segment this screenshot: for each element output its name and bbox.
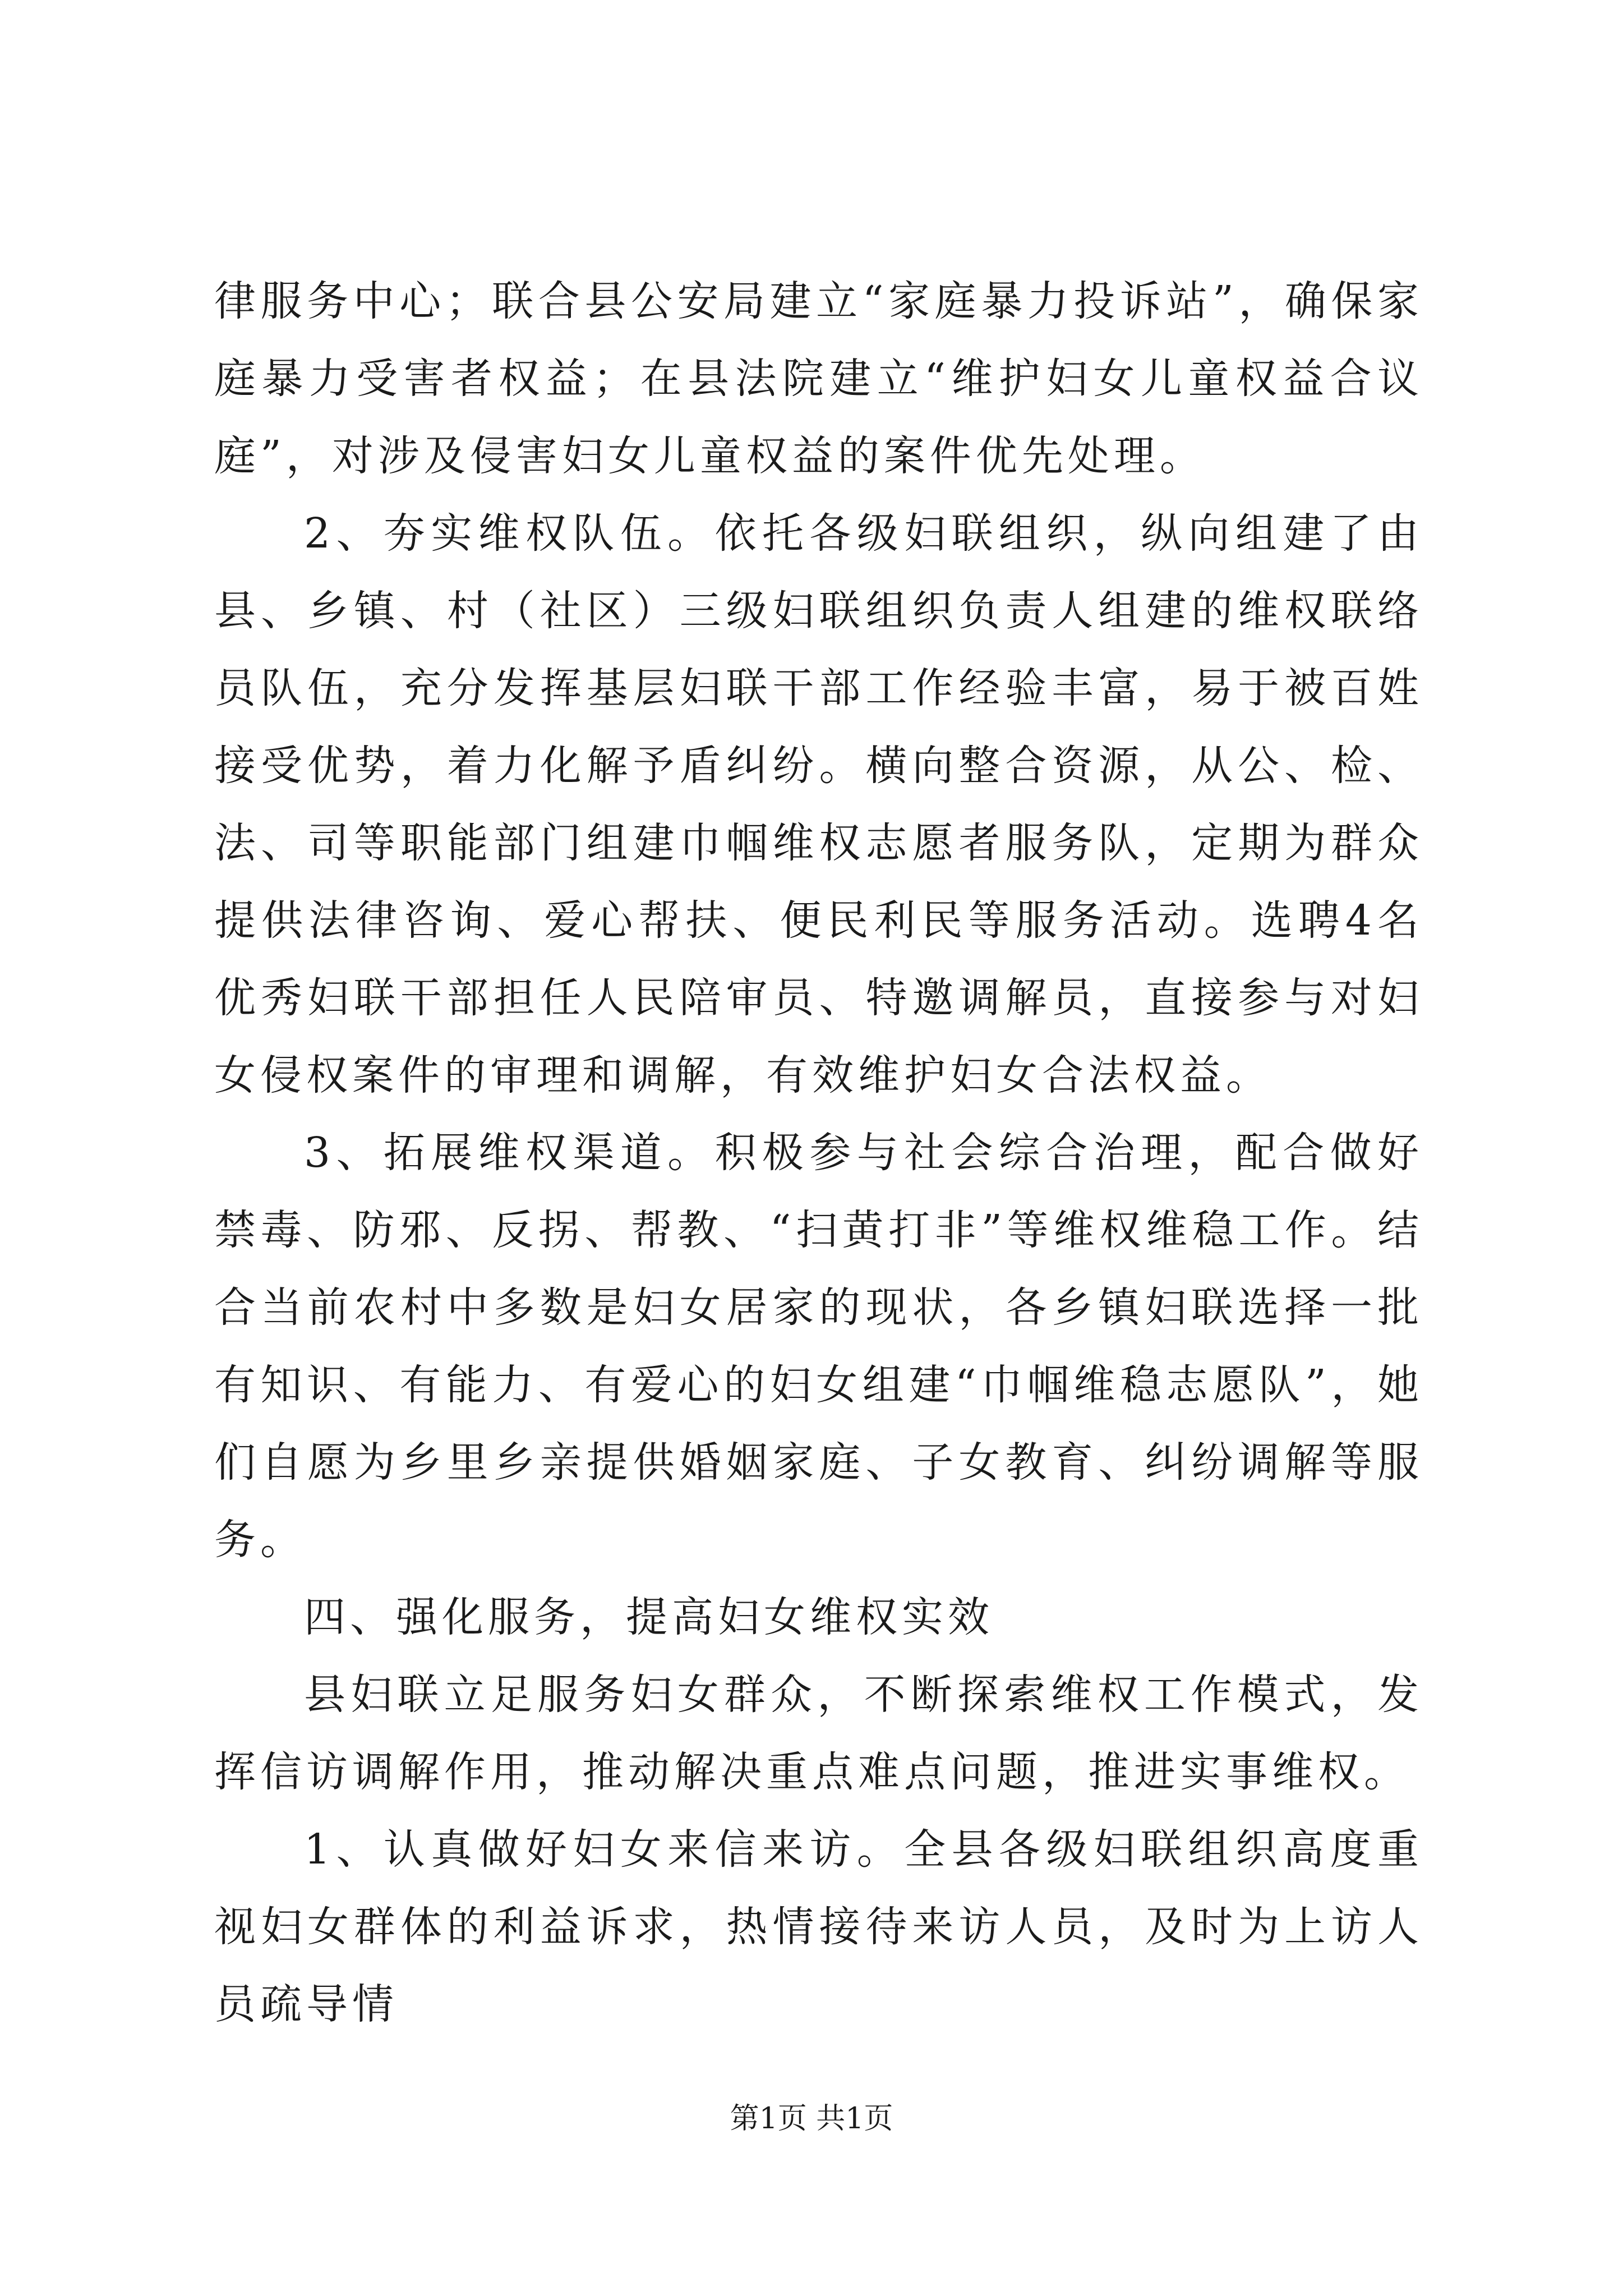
- section-heading: 四、强化服务，提高妇女维权实效: [304, 1593, 994, 1641]
- document-body: [214, 263, 1423, 2043]
- paragraph: 律服务中心；联合县公安局建立“家庭暴力投诉站”，确保家庭暴力受害者权益；在县法院建立“维护妇女儿童权益合议庭”，对涉及侵害妇女儿童权益的案件优先处理。: [214, 277, 1423, 480]
- paragraph: 县妇联立足服务妇女群众，不断探索维权工作模式，发挥信访调解作用，推动解决重点难点问题，推进实事维权。: [214, 1671, 1423, 1796]
- page-footer: 第1页 共1页: [730, 2102, 893, 2136]
- paragraph: 2、夯实维权队伍。依托各级妇联组织，纵向组建了由县、乡镇、村（社区）三级妇联组织负责人组建的维权联络员队伍，充分发挥基层妇联干部工作经验丰富，易于被百姓接受优势，着力化解予盾纠纷。横向整合资源，从公、检、法、司等职能部门组建巾帼维权志愿者服务队，定期为群众提供法律咨询、爱心帮扶、便民利民等服务活动。选聘4名优秀妇联干部担任人民陪审员、特邀调解员，直接参与对妇女侵权案件的审理和调解，有效维护妇女合法权益。: [214, 509, 1423, 1099]
- paragraph: 1、认真做好妇女来信来访。全县各级妇联组织高度重视妇女群体的利益诉求，热情接待来访人员，及时为上访人员疏导情: [214, 1825, 1423, 2028]
- paragraph: 3、拓展维权渠道。积极参与社会综合治理，配合做好禁毒、防邪、反拐、帮教、“扫黄打非”等维权维稳工作。结合当前农村中多数是妇女居家的现状，各乡镇妇联选择一批有知识、有能力、有爱心的妇女组建“巾帼维稳志愿队”，她们自愿为乡里乡亲提供婚姻家庭、子女教育、纠纷调解等服务。: [214, 1129, 1423, 1564]
